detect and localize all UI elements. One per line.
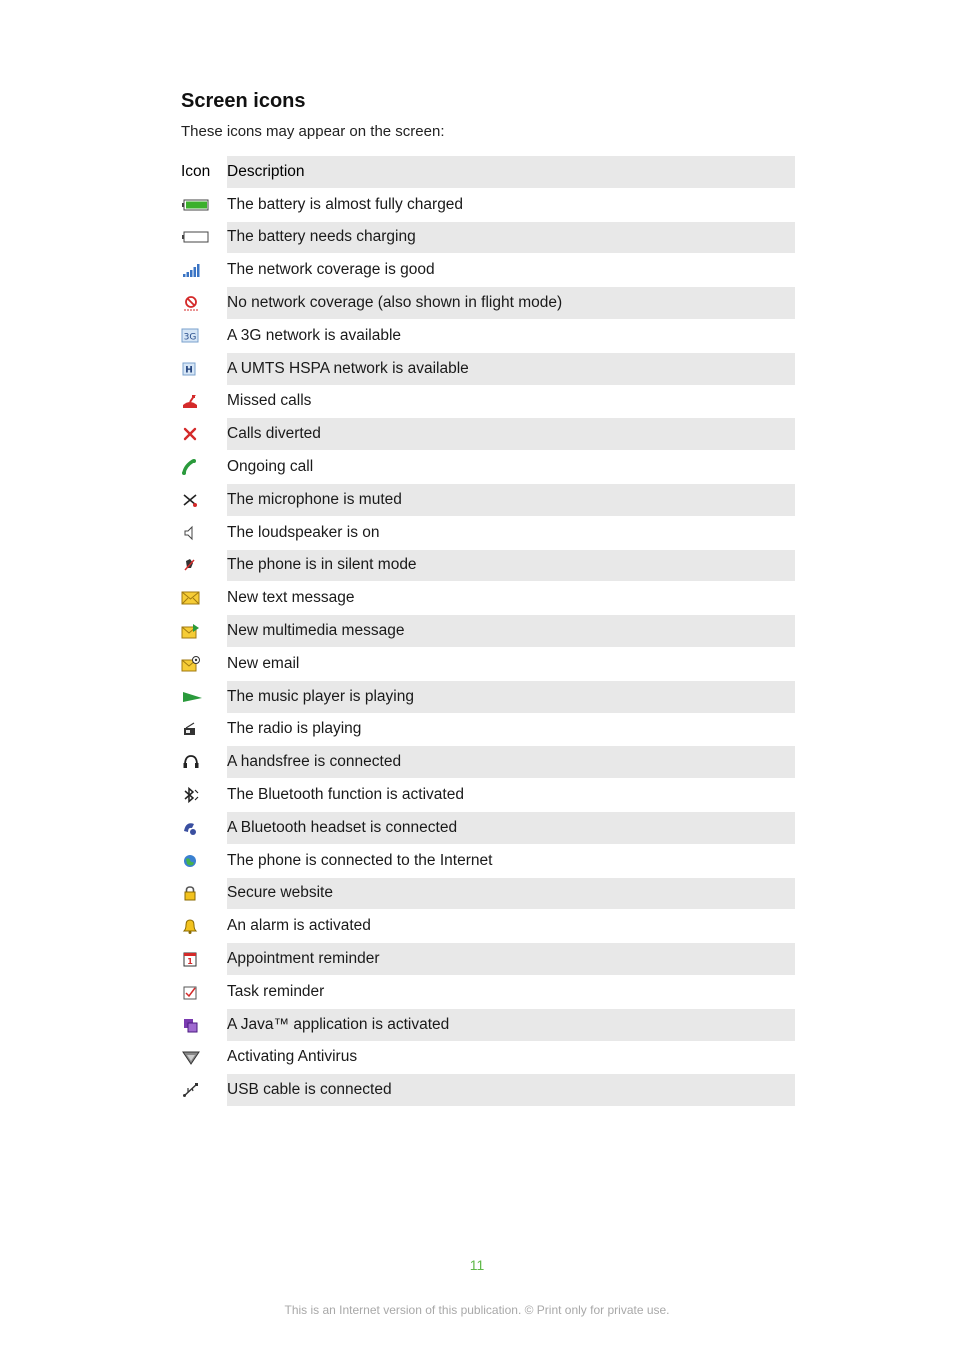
icon-description: The loudspeaker is on [227, 523, 380, 541]
multimedia-message-icon [181, 622, 211, 640]
icon-cell [181, 549, 227, 582]
table-row [181, 615, 795, 648]
header-icon: Icon [181, 162, 211, 180]
icon-cell [181, 877, 227, 910]
usb-cable-icon [181, 1081, 211, 1099]
intro-text: These icons may appear on the screen: [181, 123, 445, 140]
icon-description: The battery needs charging [227, 221, 795, 254]
icon-cell [181, 1041, 227, 1074]
bluetooth-icon [181, 786, 211, 804]
table-row [181, 385, 795, 418]
table-row [181, 549, 795, 582]
table-row [181, 943, 795, 976]
icon-description: Secure website [227, 877, 795, 910]
icon-description: The radio is playing [227, 720, 362, 738]
table-row [181, 647, 795, 680]
icon-description: Ongoing call [227, 458, 314, 476]
icon-description: The network coverage is good [227, 261, 435, 279]
icon-description: Activating Antivirus [227, 1048, 358, 1066]
icon-description: New multimedia message [227, 615, 795, 648]
calls-diverted-icon [181, 425, 211, 443]
text-message-icon [181, 589, 211, 607]
icon-description: The battery is almost fully charged [227, 195, 464, 213]
table-row [181, 811, 795, 844]
task-icon [181, 983, 211, 1001]
table-header-row [181, 156, 795, 188]
3g-network-icon [181, 327, 211, 345]
table-row [181, 319, 795, 352]
header-description: Description [227, 156, 795, 188]
signal-bars-icon [181, 261, 211, 279]
page-number: 11 [469, 1257, 485, 1273]
table-row [181, 910, 795, 943]
icon-cell [181, 746, 227, 779]
table-row [181, 713, 795, 746]
icon-cell [181, 647, 227, 680]
icon-cell [181, 516, 227, 549]
icon-description: Calls diverted [227, 418, 795, 451]
icon-cell [181, 287, 227, 320]
table-row [181, 188, 795, 221]
icon-cell [181, 483, 227, 516]
icon-cell [181, 975, 227, 1008]
icon-description: A handsfree is connected [227, 746, 795, 779]
mic-muted-icon [181, 491, 211, 509]
ongoing-call-icon [181, 458, 211, 476]
table-row [181, 877, 795, 910]
table-row [181, 221, 795, 254]
icon-cell [181, 713, 227, 746]
table-row [181, 352, 795, 385]
icon-cell [181, 811, 227, 844]
alarm-bell-icon [181, 917, 211, 935]
internet-globe-icon [181, 852, 211, 870]
radio-icon [181, 720, 211, 738]
appointment-icon [181, 950, 211, 968]
table-row [181, 844, 795, 877]
icon-cell [181, 221, 227, 254]
table-row [181, 254, 795, 287]
java-app-icon [181, 1016, 211, 1034]
table-row [181, 418, 795, 451]
icon-cell [181, 844, 227, 877]
footer-notice: This is an Internet version of this publication. © Print only for private use. [284, 1303, 670, 1317]
icon-cell [181, 910, 227, 943]
icon-description: The phone is connected to the Internet [227, 851, 493, 869]
icon-description: A UMTS HSPA network is available [227, 352, 795, 385]
table-body [181, 188, 795, 1106]
icon-description: No network coverage (also shown in flight mode) [227, 287, 795, 320]
missed-call-icon [181, 392, 211, 410]
icon-description: A Java™ application is activated [227, 1008, 795, 1041]
icon-cell [181, 418, 227, 451]
table-row [181, 1074, 795, 1107]
icon-description: The microphone is muted [227, 483, 795, 516]
icon-description: USB cable is connected [227, 1074, 795, 1107]
loudspeaker-icon [181, 524, 211, 542]
svg-text:1: 1 [187, 956, 193, 966]
icon-cell [181, 680, 227, 713]
bluetooth-headset-icon [181, 819, 211, 837]
table-row [181, 483, 795, 516]
icon-cell [181, 1074, 227, 1107]
table-row [181, 287, 795, 320]
table-row [181, 680, 795, 713]
screen-icons-table [181, 156, 795, 1107]
icon-cell [181, 582, 227, 615]
icon-cell [181, 1008, 227, 1041]
icon-cell [181, 779, 227, 812]
hspa-network-icon [181, 360, 211, 378]
table-row [181, 582, 795, 615]
page-title: Screen icons [181, 90, 306, 112]
table-row [181, 451, 795, 484]
icon-cell [181, 352, 227, 385]
icon-cell [181, 615, 227, 648]
table-row [181, 516, 795, 549]
icon-description: An alarm is activated [227, 917, 371, 935]
svg-text:H: H [185, 365, 193, 376]
icon-description: New email [227, 654, 300, 672]
handsfree-icon [181, 753, 211, 771]
table-row [181, 1008, 795, 1041]
icon-cell [181, 385, 227, 418]
icon-description: A 3G network is available [227, 326, 402, 344]
table-row [181, 746, 795, 779]
table-row [181, 779, 795, 812]
antivirus-icon [181, 1048, 211, 1066]
icon-cell [181, 188, 227, 221]
battery-full-icon [181, 196, 211, 214]
silent-mode-icon [181, 556, 211, 574]
secure-lock-icon [181, 884, 211, 902]
icon-description: Task reminder [227, 982, 325, 1000]
icon-description: Missed calls [227, 392, 312, 410]
battery-empty-icon [181, 228, 211, 246]
icon-description: The music player is playing [227, 680, 795, 713]
table-row [181, 975, 795, 1008]
icon-description: New text message [227, 589, 355, 607]
icon-description: The phone is in silent mode [227, 549, 795, 582]
email-icon [181, 655, 211, 673]
icon-description: A Bluetooth headset is connected [227, 811, 795, 844]
svg-text:3G: 3G [183, 332, 197, 343]
table-row [181, 1041, 795, 1074]
icon-cell [181, 943, 227, 976]
icon-cell [181, 254, 227, 287]
icon-cell [181, 319, 227, 352]
icon-cell [181, 451, 227, 484]
no-network-icon [181, 294, 211, 312]
music-play-icon [181, 688, 211, 706]
icon-description: The Bluetooth function is activated [227, 786, 464, 804]
icon-description: Appointment reminder [227, 943, 795, 976]
